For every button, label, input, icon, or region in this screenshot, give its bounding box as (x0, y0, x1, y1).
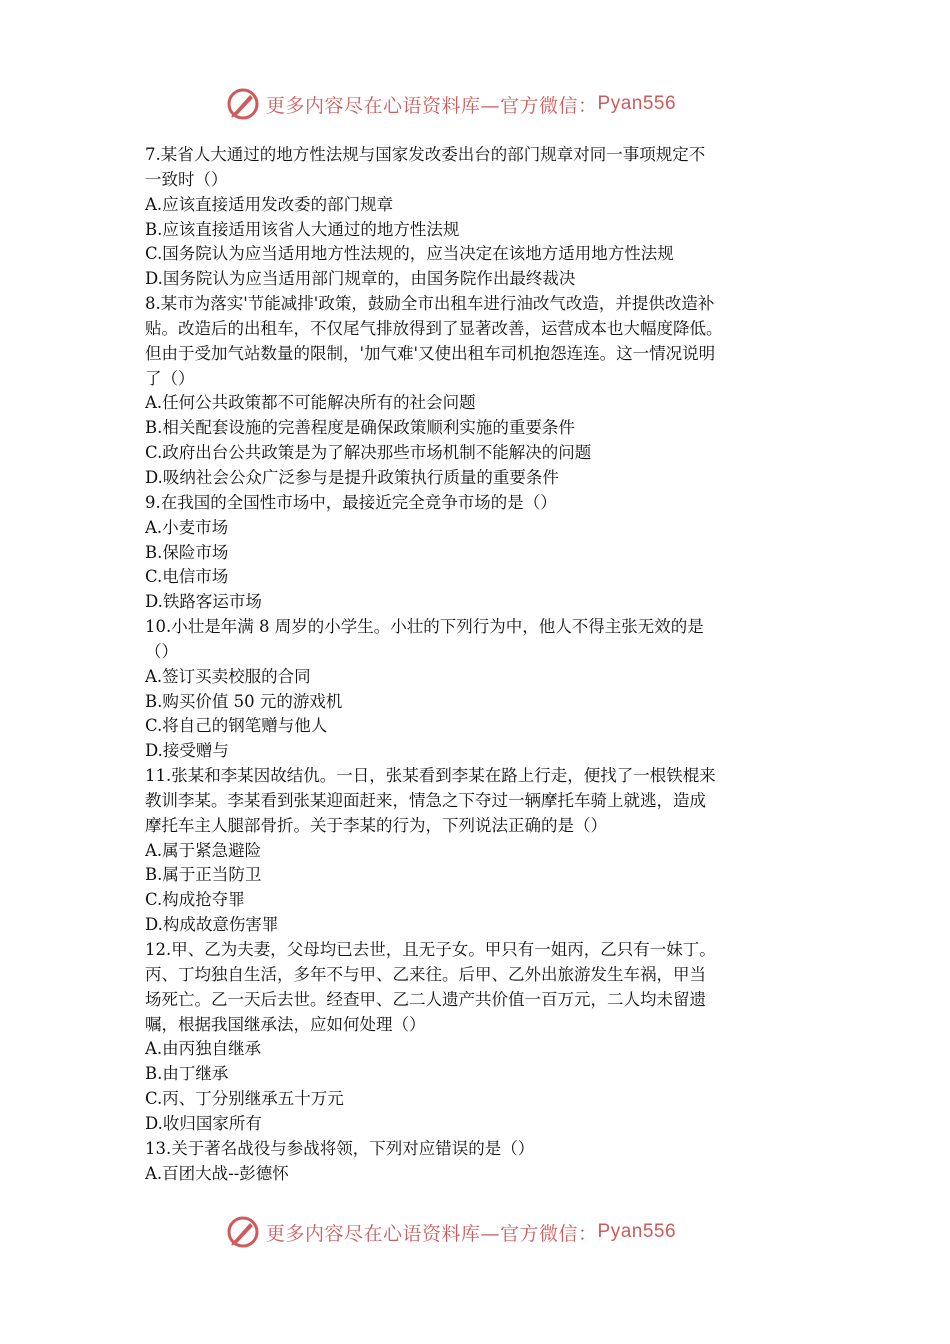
q12-option-b: B.由丁继承 (145, 1064, 229, 1084)
q11-option-c: C.构成抢夺罪 (145, 890, 245, 910)
q7-option-d: D.国务院认为应当适用部门规章的，由国务院作出最终裁决 (145, 269, 576, 289)
header-watermark (226, 84, 746, 124)
watermark-text: 更多内容尽在心语资料库—官方微信： (266, 94, 598, 117)
watermark-contact: Pyan556 (597, 93, 677, 114)
q11-stem-line: 摩托车主人腿部骨折。关于李某的行为，下列说法正确的是（） (145, 815, 607, 835)
q10-option-a: A.签订买卖校服的合同 (145, 666, 311, 686)
watermark-text: 更多内容尽在心语资料库—官方微信： (266, 1222, 598, 1245)
q10-stem-line: 10.小壮是年满 8 周岁的小学生。小壮的下列行为中，他人不得主张无效的是 (145, 617, 704, 637)
q9-option-c: C.电信市场 (145, 567, 229, 587)
q8-stem-line: 但由于受加气站数量的限制，'加气难'又使出租车司机抱怨连连。这一情况说明 (145, 343, 716, 363)
q13-stem-line: 13.关于著名战役与参战将领，下列对应错误的是（） (145, 1138, 535, 1158)
q12-stem-line: 场死亡。乙一天后去世。经查甲、乙二人遗产共价值一百万元，二人均未留遗 (145, 989, 706, 1009)
q8-stem-line: 8.某市为落实'节能减排'政策，鼓励全市出租车进行油改气改造，并提供改造补 (145, 294, 715, 314)
q9-option-a: A.小麦市场 (145, 517, 229, 537)
q7-stem-line: 7.某省人大通过的地方性法规与国家发改委出台的部门规章对同一事项规定不 (145, 145, 706, 164)
q12-stem-line: 12.甲、乙为夫妻，父母均已去世，且无子女。甲只有一姐丙，乙只有一妹丁。 (145, 940, 716, 959)
q7-option-a: A.应该直接适用发改委的部门规章 (145, 194, 394, 214)
q7-option-b: B.应该直接适用该省人大通过的地方性法规 (145, 219, 460, 239)
footer-watermark (226, 1212, 746, 1252)
q9-stem-line: 9.在我国的全国性市场中，最接近完全竞争市场的是（） (145, 492, 557, 512)
q9-option-d: D.铁路客运市场 (145, 592, 262, 612)
q8-option-c: C.政府出台公共政策是为了解决那些市场机制不能解决的问题 (145, 443, 592, 463)
q10-stem-line: （） (145, 641, 178, 661)
quill-logo-icon (226, 1215, 260, 1249)
q7-option-c: C.国务院认为应当适用地方性法规的，应当决定在该地方适用地方性法规 (145, 244, 674, 264)
q11-option-b: B.属于正当防卫 (145, 865, 262, 885)
q11-stem-line: 教训李某。李某看到张某迎面赶来，情急之下夺过一辆摩托车骑上就逃，造成 (145, 790, 706, 810)
q11-option-a: A.属于紧急避险 (145, 840, 262, 860)
q8-option-a: A.任何公共政策都不可能解决所有的社会问题 (145, 393, 476, 413)
q11-stem-line: 11.张某和李某因故结仇。一日，张某看到李某在路上行走，便找了一根铁棍来 (145, 766, 716, 786)
q8-option-b: B.相关配套设施的完善程度是确保政策顺利实施的重要条件 (145, 418, 575, 438)
q8-option-d: D.吸纳社会公众广泛参与是提升政策执行质量的重要条件 (145, 467, 559, 487)
q10-option-d: D.接受赠与 (145, 741, 229, 761)
q12-option-d: D.收归国家所有 (145, 1113, 262, 1133)
watermark-contact: Pyan556 (597, 1221, 677, 1242)
q8-stem-line: 了（） (145, 368, 195, 388)
q10-option-c: C.将自己的钢笔赠与他人 (145, 716, 328, 736)
q13-option-a: A.百团大战--彭德怀 (145, 1163, 289, 1183)
q9-option-b: B.保险市场 (145, 542, 229, 562)
q7-stem-line: 一致时（） (145, 169, 228, 189)
q12-stem-line: 嘱，根据我国继承法，应如何处理（） (145, 1014, 426, 1034)
q12-option-a: A.由丙独自继承 (145, 1039, 262, 1059)
q12-option-c: C.丙、丁分别继承五十万元 (145, 1089, 344, 1109)
q11-option-d: D.构成故意伤害罪 (145, 915, 279, 935)
q10-option-b: B.购买价值 50 元的游戏机 (145, 691, 343, 711)
quill-logo-icon (226, 87, 260, 121)
document-body (145, 143, 813, 1186)
q8-stem-line: 贴。改造后的出租车，不仅尾气排放得到了显著改善，运营成本也大幅度降低。 (145, 318, 723, 338)
q12-stem-line: 丙、丁均独自生活，多年不与甲、乙来往。后甲、乙外出旅游发生车祸，甲当 (145, 964, 706, 984)
